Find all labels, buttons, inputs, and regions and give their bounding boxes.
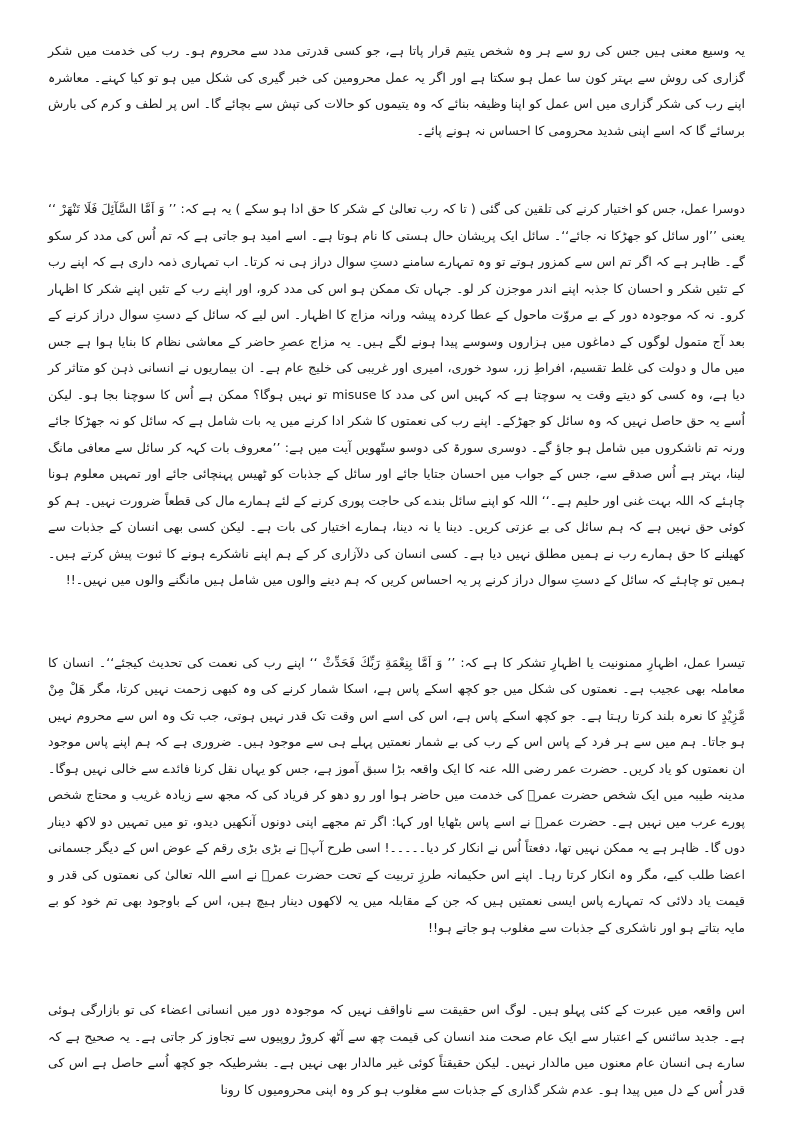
document-page bbox=[48, 38, 745, 1103]
paragraph-questioner: دوسرا عمل، جس کو اختیار کرنے کی تلقین کی گئی ( تا کہ رب تعالیٰ کے شکر کا حق ادا ہو سکے ) یہ ہے کہ: ’’ وَ اَمَّا السَّآئِلَ فَلَا تَنْهَرْ ‘‘ یعنی ’’اور سائل کو جھڑکا نہ جائے‘‘۔ سائل ایک پریشان حال ہستی کا نام ہوتا ہے۔ اسے امید ہو جاتی ہے کہ تم اُس کی مدد کر سکو گے۔ ظاہر ہے کہ اگر تم اس سے کمزور ہوتے تو وہ تمہارے سامنے دستِ سوال دراز ہی نہ کرتا۔ اب تمہاری ذمہ داری ہے کہ اپنے رب کے تئیں شکر و احسان کا جذبہ اپنے اندر موجزن کر لو۔ جہاں تک ممکن ہو اس کی مدد کرو، اور اپنے رب کے تئیں اپنے شکر کا اظہار کرو۔ نہ کہ موجودہ دور کے بے مروّت ماحول کے عطا کردہ پیشہ ورانہ مزاج کا اظہار۔ اس لیے کہ سائل کے دستِ سوال دراز کرنے کے بعد آج متمول لوگوں کے دماغوں میں ہزاروں وسوسے پیدا ہونے لگے ہیں۔ یہ مزاج عصرِ حاضر کے معاشی نظام کا بنایا ہوا ہے جس میں مال و دولت کی غلط تقسیم، افراطِ زر، سود خوری، امیری اور غریبی کی خلیج عام ہے۔ ان بیماریوں نے انسانی ذہن کو متاثر کر دیا ہے، وہ کسی کو دیتے وقت یہ سوچتا ہے کہ کہیں اس کی مدد کا misuse تو نہیں ہوگا؟ ممکن ہے اُس کا سوچنا بجا ہو۔ لیکن اُسے یہ حق حاصل نہیں کہ وہ سائل کو جھڑکے۔ اپنے رب کی نعمتوں کا شکر ادا کرنے میں یہ بات شامل ہے کہ سائل کو نہ جھڑکا جائے ورنہ تم ناشکروں میں شامل ہو جاؤ گے۔ دوسری سورۃ کی دوسو ستّھویں آیت میں ہے: ’’معروف بات کہہ کر سائل سے معافی مانگ لینا، بہتر ہے اُس صدقے سے، جس کے جواب میں احسان جتایا جائے اور سائل کے جذبات کو ٹھیس پہنچائی جائے اور تمہیں معلوم ہونا چاہئے کہ اللہ بہت غنی اور حلیم ہے۔‘‘ اللہ کو اپنے سائل بندے کی حاجت پوری کرنے کے لئے ہمارے مال کی قطعاً ضرورت نہیں۔ ہم کو کوئی حق نہیں ہے کہ ہم سائل کی بے عزتی کریں۔ دینا یا نہ دینا، ہمارے اختیار کی بات ہے۔ لیکن کسی بھی انسان کے جذبات سے کھیلنے کا حق ہمارے رب نے ہمیں مطلق نہیں دیا ہے۔ کسی انسان کی دلآزاری کر کے ہم اپنے ناشکرے ہونے کا ثبوت پیش کرتے ہیں۔ ہمیں تو چاہئے کہ سائل کے دستِ سوال دراز کرنے پر یہ احساس کریں کہ ہم دینے والوں میں شامل ہیں مانگنے والوں میں نہیں۔!! bbox=[48, 201, 746, 587]
paragraph-lesson: اس واقعہ میں عبرت کے کئی پہلو ہیں۔ لوگ اس حقیقت سے ناواقف نہیں کہ موجودہ دور میں انسانی اعضاء کی تو بازارگی ہوئی ہے۔ جدید سائنس کے اعتبار سے ایک عام صحت مند انسان کی قیمت چھ سے آٹھ کروڑ روپیوں سے تجاوز کر جاتی ہے۔ یہ صحیح ہے کہ سارے ہی انسان عام معنوں میں مالدار نہیں۔ لیکن حقیقتاً کوئی غیر مالدار بھی نہیں ہے۔ بشرطیکہ جو کچھ اُسے حاصل ہے اس کی قدر اُس کے دل میں پیدا ہو۔ عدم شکر گذاری کے جذبات سے مغلوب ہو کر وہ اپنی محرومیوں کا رونا bbox=[48, 1002, 745, 1097]
paragraph-orphan-care: یہ وسیع معنی ہیں جس کی رو سے ہر وہ شخص یتیم قرار پاتا ہے، جو کسی قدرتی مدد سے محروم ہو۔ رب کی خدمت میں شکر گزاری کی روش سے بہتر کون سا عمل ہو سکتا ہے اور اگر یہ عمل محرومین کی خبر گیری کی شکل میں ہو تو کیا کہنے۔ معاشرہ اپنے رب کی شکر گزاری میں اس عمل کو اپنا وظیفہ بنائے کہ وہ یتیموں کو حالات کی تپش سے بچائے گا۔ اس پر لطف و کرم کی بارش برسائے گا کہ اسے اپنی شدید محرومی کا احساس نہ ہونے پائے۔ bbox=[48, 43, 745, 138]
paragraph-gratitude-expression: تیسرا عمل، اظہارِ ممنونیت یا اظہارِ تشکر کا ہے کہ: ’’ وَ اَمَّا بِنِعْمَةِ رَبِّكَ فَحَدِّثْ ‘‘ اپنے رب کی نعمت کی تحدیث کیجئے‘‘۔ انسان کا معاملہ بھی عجیب ہے۔ نعمتوں کی شکل میں جو کچھ اسکے پاس ہے، اسکا شمار کرنے کی وہ کبھی زحمت نہیں کرتا، مگر هَلْ مِنْ مَّزِيْدٍ کا نعرہ بلند کرتا رہتا ہے۔ جو کچھ اسکے پاس ہے، اس کی اسے اس وقت تک قدر نہیں ہوتی، جب تک وہ اس سے محروم نہیں ہو جاتا۔ ہم میں سے ہر فرد کے پاس اس کے رب کی بے شمار نعمتیں پہلے ہی سے موجود ہیں۔ ضروری ہے کہ ہم اپنے پاس موجود ان نعمتوں کو یاد کریں۔ حضرت عمر رضی اللہ عنہ کا ایک واقعہ بڑا سبق آموز ہے، جس کو یہاں نقل کرنا فائدے سے خالی نہیں ہوگا۔ مدینہ طیبہ میں ایک شخص حضرت عمرؓ کی خدمت میں حاضر ہوا اور رو دھو کر فریاد کی کہ مجھ سے زیادہ غریب و محتاج شخص پورے عرب میں نہیں ہے۔ حضرت عمرؓ نے اسے پاس بٹھایا اور کہا: اگر تم مجھے اپنی دونوں آنکھیں دیدو، تو میں تمہیں دو لاکھ دینار دوں گا۔ ظاہر ہے یہ ممکن نہیں تھا، دفعتاً اُس نے انکار کر دیا۔۔۔۔۔! اسی طرح آپؓ نے بڑی بڑی رقم کے عوض اس کے دیگر جسمانی اعضا طلب کیے، مگر وہ انکار کرتا رہا۔ اپنے اس حکیمانہ طرزِ تربیت کے تحت حضرت عمرؓ نے اسے اللہ تعالیٰ کی نعمتوں کی قدر و قیمت یاد دلائی کہ تمہارے پاس ایسی نعمتیں ہیں کہ جن کے مقابلہ میں یہ لاکھوں دینار ہیچ ہیں، اس کے باوجود بھی تم خود کو بے مایہ بتاتے ہو اور ناشکری کے جذبات سے مغلوب ہو جاتے ہو!! bbox=[48, 654, 745, 935]
